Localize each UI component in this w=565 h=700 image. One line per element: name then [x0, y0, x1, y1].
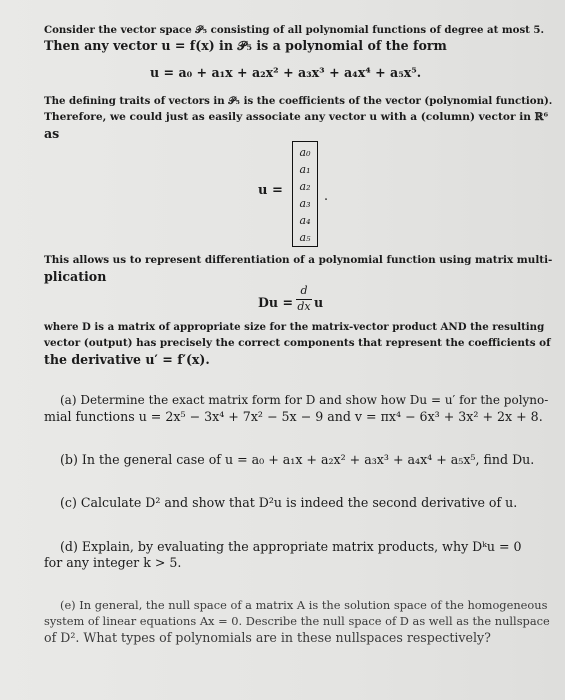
where-line-2: vector (output) has precisely the correct components that represent the coefficients of [44, 337, 551, 349]
part-e-line-2: system of linear equations Ax = 0. Describe the null space of D as well as the nullspace [44, 614, 550, 628]
part-e-line-1: (e) In general, the null space of a matrix A is the solution space of the homogeneous [60, 598, 548, 612]
traits-line-2: Therefore, we could just as easily associate any vector u with a (column) vector in ℝ⁶ [44, 111, 549, 123]
vector-entry: a₂ [299, 180, 311, 193]
du-equation-right: u [314, 295, 324, 310]
intro-line-1: Consider the vector space 𝒫₅ consisting of all polynomial functions of degree at most 5. [44, 24, 545, 36]
part-d-line-2: for any integer k > 5. [44, 555, 182, 570]
part-b: (b) In the general case of u = a₀ + a₁x + a₂x² + a₃x³ + a₄x⁴ + a₅x⁵, find Du. [60, 452, 535, 467]
part-e-line-3: of D². What types of polynomials are in these nullspaces respectively? [44, 630, 491, 645]
differentiation-line-2: plication [44, 269, 107, 284]
part-c: (c) Calculate D² and show that D²u is indeed the second derivative of u. [60, 495, 518, 510]
where-line-1: where D is a matrix of appropriate size for the matrix-vector product AND the resulting [44, 321, 545, 333]
derivative-fraction [296, 284, 312, 316]
fraction-denominator: dx [297, 300, 311, 313]
du-equation-left: Du = [258, 295, 294, 310]
fraction-numerator: d [300, 284, 308, 297]
vector-entry: a₀ [299, 146, 311, 159]
part-a-line-2: mial functions u = 2x⁵ − 3x⁴ + 7x² − 5x − 9 and v = πx⁴ − 6x³ + 3x² + 2x + 8. [44, 409, 543, 424]
differentiation-line-1: This allows us to represent differentiation of a polynomial function using matrix multi- [44, 254, 553, 266]
intro-line-2: Then any vector u = f(x) in 𝒫₅ is a polynomial of the form [44, 38, 447, 53]
vector-entry: a₃ [299, 197, 311, 210]
where-line-3: the derivative u′ = f′(x). [44, 352, 210, 367]
vector-period: . [324, 188, 329, 203]
column-vector [292, 141, 318, 247]
traits-line-3: as [44, 126, 60, 141]
vector-label: u = [258, 183, 283, 198]
polynomial-form: u = a₀ + a₁x + a₂x² + a₃x³ + a₄x⁴ + a₅x⁵. [150, 65, 422, 80]
part-a-line-1: (a) Determine the exact matrix form for D and show how Du = u′ for the polyno- [60, 393, 549, 407]
vector-entry: a₄ [299, 214, 311, 227]
traits-line-1: The defining traits of vectors in 𝒫₅ is the coefficients of the vector (polynomial function). [44, 95, 553, 107]
vector-entry: a₁ [299, 163, 311, 176]
part-d-line-1: (d) Explain, by evaluating the appropriate matrix products, why Dᵏu = 0 [60, 539, 522, 554]
vector-entry: a₅ [299, 231, 311, 244]
